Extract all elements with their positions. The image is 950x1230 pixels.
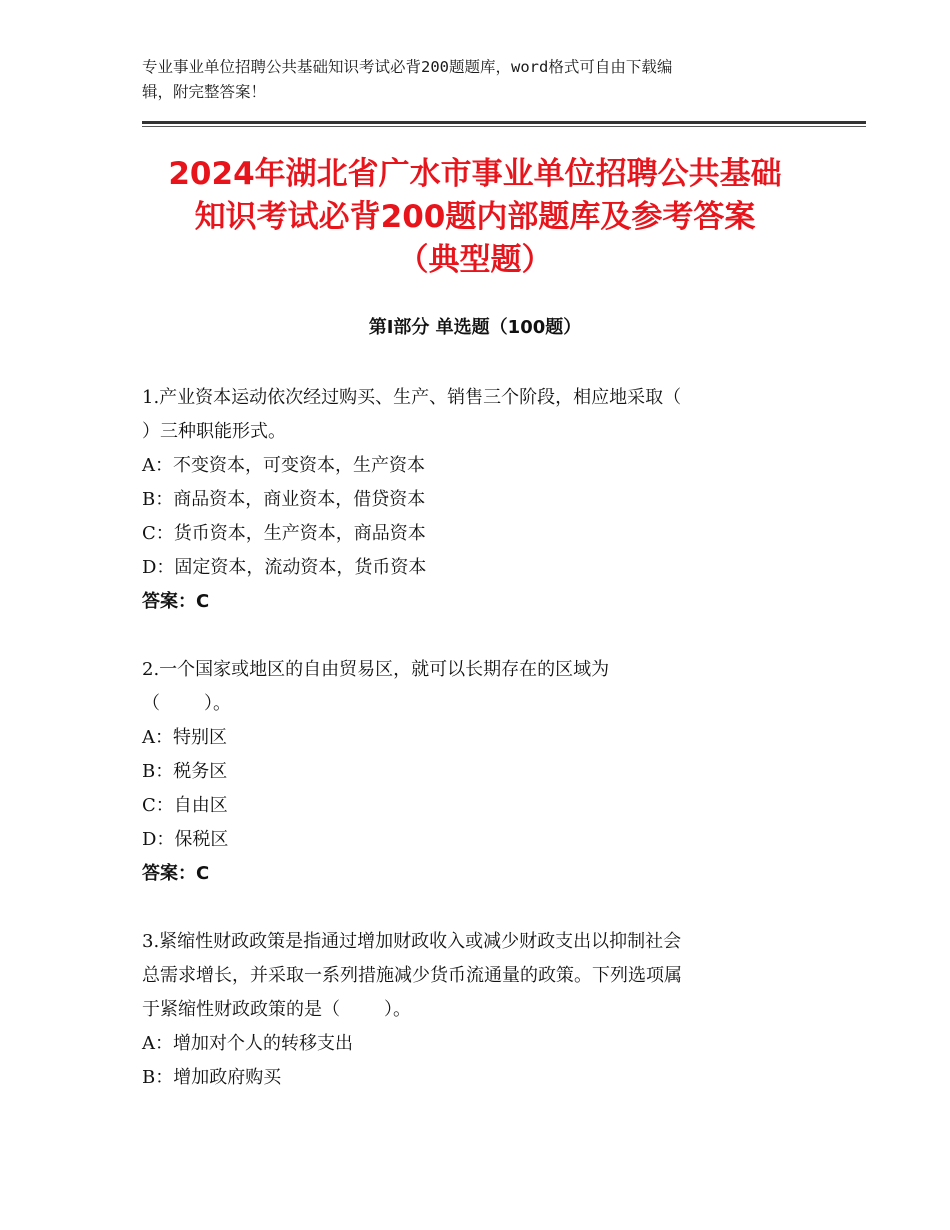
option-d: D：保税区 [142, 829, 229, 850]
header-note [142, 55, 822, 105]
option-a: A：特别区 [142, 727, 227, 748]
question-stem [142, 925, 810, 1027]
question-blank-close: ）。 [384, 999, 411, 1020]
question-stem-line: 2.一个国家或地区的自由贸易区，就可以长期存在的区域为 [142, 659, 610, 680]
section-title: 第Ⅰ部分 单选题（100题） [368, 317, 582, 338]
document-title-line-2: 知识考试必背200题内部题库及参考答案 [194, 199, 756, 235]
header-note-line-1: 专业事业单位招聘公共基础知识考试必背200题题库，word格式可自由下载编 [142, 58, 673, 76]
answer: 答案：C [142, 863, 210, 884]
option-b: B：税务区 [142, 761, 228, 782]
question-stem [142, 653, 810, 721]
option-c: C：货币资本，生产资本，商品资本 [142, 523, 426, 544]
option-d: D：固定资本，流动资本，货币资本 [142, 557, 427, 578]
answer: 答案：C [142, 591, 210, 612]
option-a: A：增加对个人的转移支出 [142, 1033, 353, 1054]
document-title [100, 153, 850, 282]
question-stem-line: ）三种职能形式。 [142, 421, 286, 442]
option-c: C：自由区 [142, 795, 228, 816]
question-stem-line: 1.产业资本运动依次经过购买、生产、销售三个阶段，相应地采取（ [142, 387, 682, 408]
question-blank-close: ）。 [204, 693, 231, 714]
option-b: B：商品资本，商业资本，借贷资本 [142, 489, 426, 510]
question-1 [142, 381, 810, 619]
document-title-line-3: （典型题） [397, 242, 553, 278]
question-blank-open: 于紧缩性财政政策的是（ [142, 999, 340, 1020]
question-blank-open: （ [142, 693, 160, 714]
question-2 [142, 653, 810, 891]
document-title-line-1: 2024年湖北省广水市事业单位招聘公共基础 [168, 156, 782, 192]
question-stem-line: 总需求增长，并采取一系列措施减少货币流通量的政策。下列选项属 [142, 965, 682, 986]
question-stem-line: 3.紧缩性财政政策是指通过增加财政收入或减少财政支出以抑制社会 [142, 931, 682, 952]
question-stem [142, 381, 810, 449]
option-a: A：不变资本，可变资本，生产资本 [142, 455, 425, 476]
header-note-line-2: 辑，附完整答案！ [142, 83, 267, 101]
question-3 [142, 925, 810, 1095]
header-divider-thick [142, 121, 866, 124]
option-b: B：增加政府购买 [142, 1067, 282, 1088]
header-divider-thin [142, 126, 866, 127]
